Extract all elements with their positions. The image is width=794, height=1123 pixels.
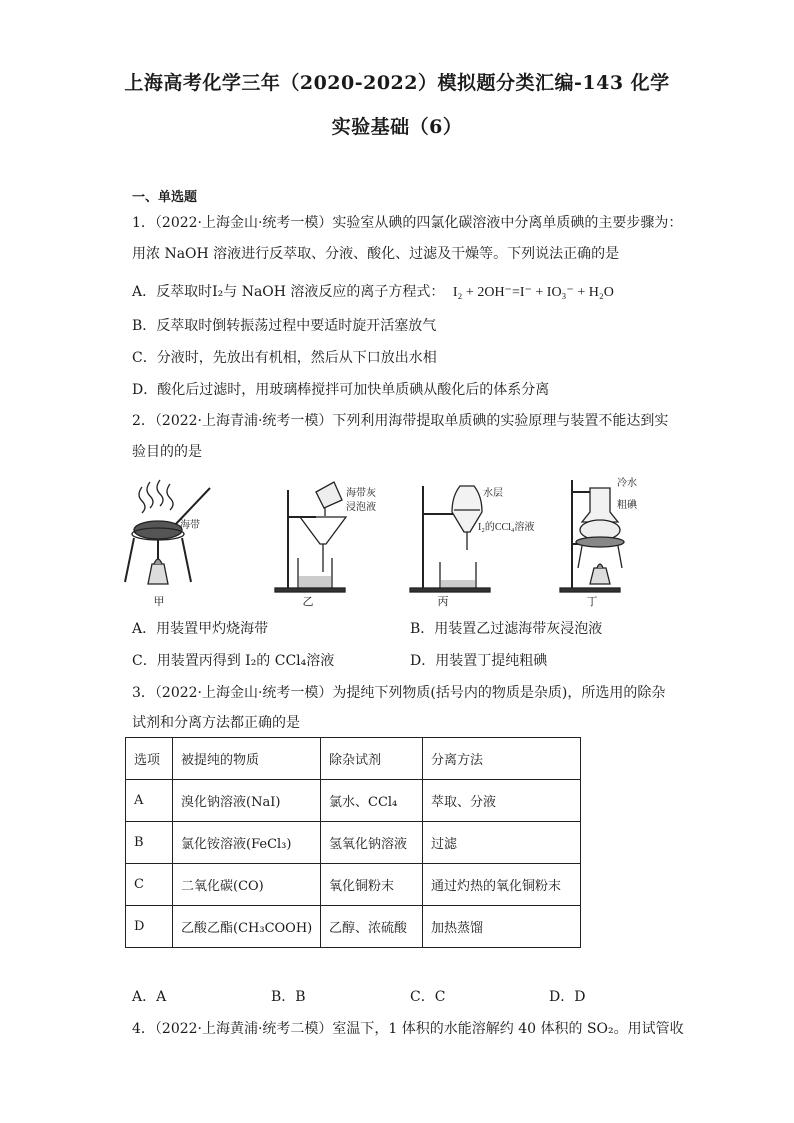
- figure-label-bing: 丙: [437, 595, 449, 608]
- apparatus-bing: [410, 486, 490, 592]
- page-title-line-2: 实验基础（6）: [331, 116, 463, 138]
- table-cell: 溴化钠溶液(NaI): [173, 780, 321, 822]
- q3-stem-line-2: 试剂和分离方法都正确的是: [132, 715, 300, 731]
- table-row: [126, 864, 581, 906]
- figure-label-ding: 丁: [586, 595, 598, 608]
- table-cell: B: [126, 822, 173, 864]
- label-lengshui: 冷水: [617, 478, 637, 489]
- q3-option-d: D．D: [549, 989, 586, 1005]
- q1-stem-line-1: 1．（2022·上海金山·统考一模）实验室从碘的四氯化碳溶液中分离单质碘的主要步骤为：: [132, 215, 683, 231]
- table-cell: 通过灼热的氧化铜粉末: [423, 864, 581, 906]
- apparatus-jia: [125, 480, 210, 584]
- q3-option-a: A．A: [132, 989, 167, 1005]
- table-cell: 氧化铜粉末: [321, 864, 423, 906]
- table-row: [126, 906, 581, 948]
- q2-option-d: D．用装置丁提纯粗碘: [410, 653, 548, 669]
- section-heading: 一、单选题: [132, 190, 198, 205]
- table-cell: A: [126, 780, 173, 822]
- q2-option-a: A．用装置甲灼烧海带: [132, 621, 269, 637]
- q1-option-b: B．反萃取时倒转振荡过程中要适时旋开活塞放气: [132, 318, 437, 334]
- q2-stem-line-1: 2．（2022·上海青浦·统考一模）下列利用海带提取单质碘的实验原理与装置不能达到实: [132, 413, 669, 429]
- q4-stem-line-1: 4．（2022·上海黄浦·统考二模）室温下，1 体积的水能溶解约 40 体积的 SO₂。用试管收: [132, 1021, 684, 1037]
- table-header-cell: 除杂试剂: [321, 738, 423, 780]
- table-header-cell: 被提纯的物质: [173, 738, 321, 780]
- q3-option-b: B．B: [271, 989, 306, 1005]
- table-cell: 萃取、分液: [423, 780, 581, 822]
- page-title-line-1: 上海高考化学三年（2020-2022）模拟题分类汇编-143 化学: [124, 72, 670, 94]
- table-cell: 过滤: [423, 822, 581, 864]
- q3-stem-line-1: 3．（2022·上海金山·统考一模）为提纯下列物质(括号内的物质是杂质)，所选用的除杂: [132, 685, 666, 701]
- table-cell: 加热蒸馏: [423, 906, 581, 948]
- label-haidai: 海带: [180, 520, 200, 531]
- q1-option-a: [132, 281, 614, 301]
- q3-option-c: C．C: [410, 989, 446, 1005]
- table-header-cell: 选项: [126, 738, 173, 780]
- label-shuiceng: 水层: [483, 488, 503, 499]
- table-cell: 乙醇、浓硫酸: [321, 906, 423, 948]
- table-header-cell: 分离方法: [423, 738, 581, 780]
- q2-option-c: C．用装置丙得到 I₂的 CCl₄溶液: [132, 653, 335, 669]
- apparatus-yi: [275, 482, 346, 592]
- table-cell: C: [126, 864, 173, 906]
- table-cell: 氯化铵溶液(FeCl₃): [173, 822, 321, 864]
- table-cell: 乙酸乙酯(CH₃COOH): [173, 906, 321, 948]
- figure-label-jia: 甲: [153, 595, 165, 608]
- figure-label-yi: 乙: [302, 595, 314, 608]
- q1-option-a-equation: I₂ + 2OH⁻=I⁻ + IO₃⁻ + H₂O: [452, 285, 614, 300]
- q1-option-a-text: A．反萃取时I₂与 NaOH 溶液反应的离子方程式：: [132, 284, 445, 300]
- q2-option-b: B．用装置乙过滤海带灰浸泡液: [410, 621, 603, 637]
- q1-option-c: C．分液时，先放出有机相，然后从下口放出水相: [132, 350, 437, 366]
- label-haidaihui-1: 海带灰: [346, 488, 376, 499]
- table-row: [126, 780, 581, 822]
- table-cell: 氢氧化钠溶液: [321, 822, 423, 864]
- label-cudian: 粗碘: [617, 500, 637, 511]
- q3-table: [125, 737, 581, 948]
- table-cell: 氯水、CCl₄: [321, 780, 423, 822]
- table-row: [126, 822, 581, 864]
- q1-stem-line-2: 用浓 NaOH 溶液进行反萃取、分液、酸化、过滤及干燥等。下列说法正确的是: [132, 246, 620, 262]
- table-cell: 二氧化碳(CO): [173, 864, 321, 906]
- table-header-row: [126, 738, 581, 780]
- q2-stem-line-2: 验目的的是: [132, 444, 202, 460]
- label-i2-ccl4: I₂的CCl₄溶液: [478, 522, 535, 533]
- apparatus-ding: [560, 480, 624, 592]
- label-haidaihui-2: 浸泡液: [346, 502, 376, 513]
- q1-option-d: D．酸化后过滤时，用玻璃棒搅拌可加快单质碘从酸化后的体系分离: [132, 382, 550, 398]
- apparatus-figure: [120, 472, 660, 602]
- table-cell: D: [126, 906, 173, 948]
